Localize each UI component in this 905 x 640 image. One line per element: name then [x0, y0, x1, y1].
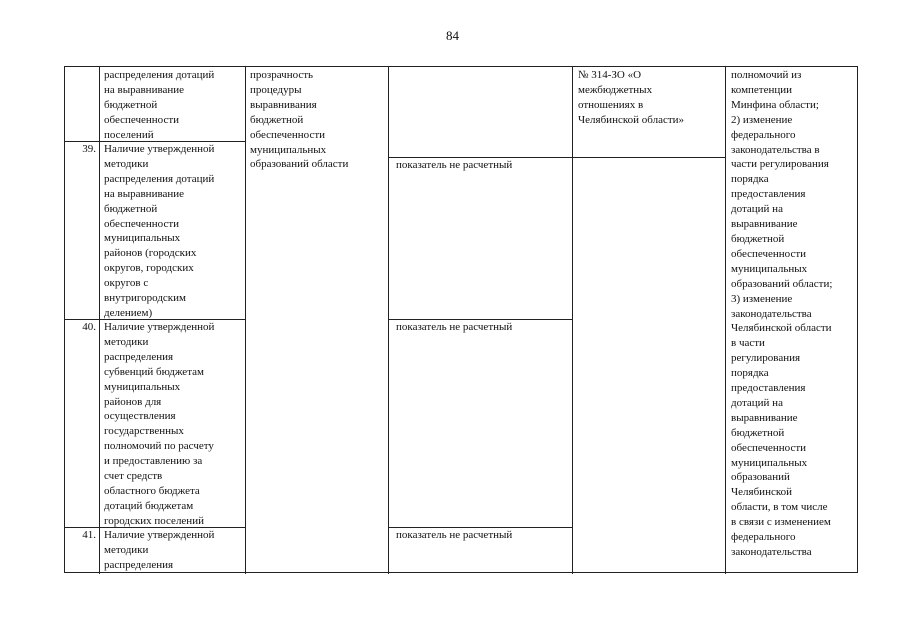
row-number: 40.	[82, 321, 96, 333]
column-divider	[99, 67, 100, 574]
indicator-cell: распределения дотаций на выравнивание бюджетной обеспеченности поселений	[104, 69, 215, 141]
column-divider	[572, 67, 573, 574]
indicator-cell: Наличие утвержденной методики распределения дотаций на выравнивание бюджетной обеспеченности муниципальных районов (городских округов, городских округов с внутригородским делением)	[104, 143, 215, 319]
value-cell: показатель не расчетный	[396, 321, 513, 333]
indicator-cell: Наличие утвержденной методики распределения субвенций бюджетам муниципальных районов для осуществления государственных полномочий по расчету и предоставлению за счет средств областного бюджета дотаций бюджетам городских поселений	[104, 321, 215, 527]
column-divider	[245, 67, 246, 574]
column-divider	[388, 67, 389, 574]
value-cell: показатель не расчетный	[396, 529, 513, 541]
changes-cell: полномочий из компетенции Минфина области; 2) изменение федерального законодательства в части регулирования порядка предоставления дотаций на выравнивание бюджетной обеспеченности муниципальных образований области; 3) изменение законодательства Челябинской области в части регулирования порядка предоставления дотаций на выравнивание бюджетной обеспеченности муниципальных образований Челябинской области, в том числе в связи с изменением федерального законодательства	[731, 69, 833, 558]
row-number: 39.	[82, 143, 96, 155]
document-table	[64, 66, 858, 573]
page-number: 84	[446, 28, 459, 43]
indicator-cell: Наличие утвержденной методики распределения	[104, 529, 215, 571]
purpose-cell: прозрачность процедуры выравнивания бюджетной обеспеченности муниципальных образований области	[250, 69, 349, 171]
law-cell: № 314-ЗО «О межбюджетных отношениях в Челябинской области»	[578, 69, 685, 126]
column-divider	[725, 67, 726, 574]
value-cell: показатель не расчетный	[396, 159, 513, 171]
row-number: 41.	[82, 529, 96, 541]
